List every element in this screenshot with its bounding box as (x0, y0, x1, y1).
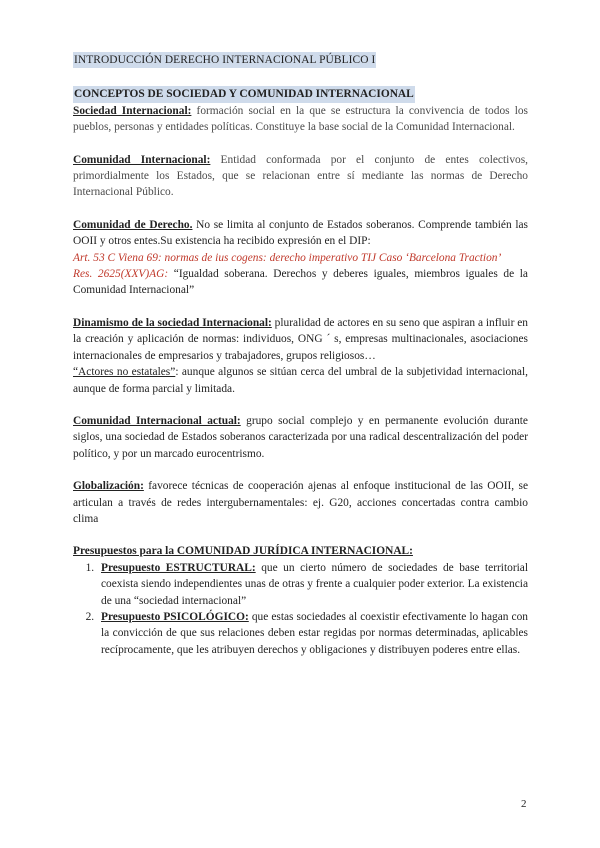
actual-paragraph: Comunidad Internacional actual: grupo social complejo y en permanente evolución durante siglos, una sociedad de Estados soberanos caracterizada por una radical descentralización del poder político, y por un marcado eurocentrismo. (73, 414, 528, 460)
derecho-article: Art. 53 C Viena 69: normas de ius cogens: derecho imperativo TIJ Caso ‘Barcelona Traction’ (73, 251, 502, 264)
presupuestos-list (73, 560, 528, 658)
list-item: 1. Presupuesto ESTRUCTURAL: que un cierto número de sociedades de base territorial coexista siendo independientes unas de otras y frente a cualquier poder exterior. La existencia de una “sociedad internacional” (97, 560, 528, 609)
document-title: INTRODUCCIÓN DERECHO INTERNACIONAL PÚBLICO I (73, 52, 528, 68)
dinamismo-paragraph: Dinamismo de la sociedad Internacional: pluralidad de actores en su seno que aspiran a influir en la creación y aplicación de normas: individuos, ONG ´ s, empresas multinacionales, asociaciones internacionales de empresarios y trabajadores, grupos religiosos… (73, 316, 528, 362)
sociedad-paragraph: Sociedad Internacional: formación social en la que se estructura la convivencia de todos los pueblos, personas y entidades políticas. Constituye la base social de la Comunidad Internacional. (73, 104, 528, 134)
presupuestos-title: Presupuestos para la COMUNIDAD JURÍDICA INTERNACIONAL: (73, 545, 413, 558)
section-title: CONCEPTOS DE SOCIEDAD Y COMUNIDAD INTERNACIONAL (73, 86, 528, 102)
list-item: 2. Presupuesto PSICOLÓGICO: que estas sociedades al coexistir efectivamente lo hagan con la convicción de que sus relaciones deben estar regidas por normas determinadas, aplicables recíprocamente, que les atribuyen derechos y obligaciones y distribuyen poderes entre ellas. (97, 609, 528, 658)
derecho-paragraph: Comunidad de Derecho. No se limita al conjunto de Estados soberanos. Comprende también las OOII y otros entes.Su existencia ha recibido expresión en el DIP: (73, 218, 528, 248)
actores-paragraph: “Actores no estatales”: aunque algunos se sitúan cerca del umbral de la subjetividad internacional, aunque de forma parcial y limitada. (73, 366, 528, 395)
document-page (73, 52, 528, 658)
page-number: 2 (521, 798, 527, 810)
comunidad-paragraph: Comunidad Internacional: Entidad conformada por el conjunto de entes colectivos, primordialmente los Estados, que se relacionan entre sí mediante las normas de Derecho Internacional Público. (73, 153, 528, 199)
derecho-resolution: Res. 2625(XXV)AG: “Igualdad soberana. Derechos y deberes iguales, miembros iguales de la Comunidad Internacional” (73, 268, 528, 297)
globalizacion-paragraph: Globalización: favorece técnicas de cooperación ajenas al enfoque institucional de las OOII, se articulan a través de redes intergubernamentales: ej. G20, acciones concertadas contra cambio clima (73, 480, 528, 525)
